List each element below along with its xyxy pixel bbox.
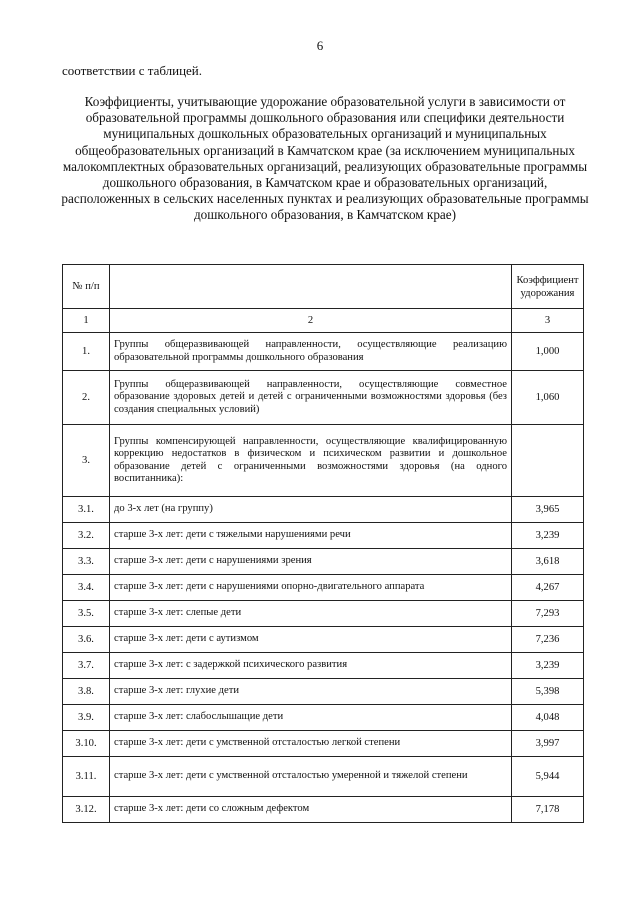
row-coefficient: 5,398 [512, 679, 584, 705]
row-description: старше 3-х лет: слабослышащие дети [110, 705, 512, 731]
row-number: 3. [63, 425, 110, 497]
page-number: 6 [316, 38, 324, 53]
table-row [63, 371, 584, 425]
row-coefficient: 1,000 [512, 333, 584, 371]
row-coefficient: 1,060 [512, 371, 584, 425]
row-coefficient: 5,944 [512, 757, 584, 797]
row-number: 3.5. [63, 601, 110, 627]
row-coefficient: 7,236 [512, 627, 584, 653]
row-number: 2. [63, 371, 110, 425]
row-coefficient: 3,618 [512, 549, 584, 575]
header-coef: Коэффициент удорожания [512, 265, 584, 309]
intro-text: соответствии с таблицей. [62, 63, 203, 78]
coefficient-table [62, 264, 584, 823]
row-coefficient: 4,267 [512, 575, 584, 601]
row-description: старше 3-х лет: глухие дети [110, 679, 512, 705]
table-row [63, 601, 584, 627]
table-row [63, 757, 584, 797]
table-row [63, 627, 584, 653]
table-row [63, 549, 584, 575]
table-row [63, 523, 584, 549]
row-number: 3.3. [63, 549, 110, 575]
row-description: Группы общеразвивающей направленности, осуществляющие совместное образование здоровых детей и детей с ограниченными возможностями здоровья (без создания специальных условий) [110, 371, 512, 425]
table-row [63, 731, 584, 757]
row-number: 3.2. [63, 523, 110, 549]
table-header-row [63, 265, 584, 309]
table-row [63, 497, 584, 523]
row-description: Группы компенсирующей направленности, осуществляющие квалифицированную коррекцию недостатков в физическом и психическом развитии и дошкольное образование детей с ограниченными возможностями здоровья (на одного воспитанника): [110, 425, 512, 497]
row-coefficient [512, 425, 584, 497]
header-desc [110, 265, 512, 309]
row-coefficient: 7,178 [512, 797, 584, 823]
column-number: 1 [63, 309, 110, 333]
table-row [63, 575, 584, 601]
table-row [63, 705, 584, 731]
table-heading: Коэффициенты, учитывающие удорожание образовательной услуги в зависимости от образовательной программы дошкольного образования или специфики деятельности муниципальных дошкольных образовательных организаций и муниципальных общеобразовательных организаций в Камчатском крае (за исключением муниципальных малокомплектных образовательных организаций, реализующих образовательные программы дошкольного образования, в Камчатском крае и образовательных организаций, расположенных в сельских населенных пунктах и реализующих образовательные программы дошкольного образования, в Камчатском крае) [61, 94, 589, 223]
row-number: 1. [63, 333, 110, 371]
row-coefficient: 7,293 [512, 601, 584, 627]
row-number: 3.7. [63, 653, 110, 679]
column-number: 2 [110, 309, 512, 333]
row-number: 3.12. [63, 797, 110, 823]
column-number: 3 [512, 309, 584, 333]
row-description: старше 3-х лет: дети с умственной отсталостью умеренной и тяжелой степени [110, 757, 512, 797]
row-number: 3.9. [63, 705, 110, 731]
row-coefficient: 4,048 [512, 705, 584, 731]
row-description: старше 3-х лет: дети с нарушениями опорно-двигательного аппарата [110, 575, 512, 601]
row-description: старше 3-х лет: слепые дети [110, 601, 512, 627]
row-description: старше 3-х лет: дети с умственной отсталостью легкой степени [110, 731, 512, 757]
table-row [63, 333, 584, 371]
row-number: 3.6. [63, 627, 110, 653]
table-row [63, 679, 584, 705]
row-description: старше 3-х лет: дети с тяжелыми нарушениями речи [110, 523, 512, 549]
row-coefficient: 3,239 [512, 653, 584, 679]
row-description: старше 3-х лет: дети с нарушениями зрения [110, 549, 512, 575]
row-description: старше 3-х лет: дети с аутизмом [110, 627, 512, 653]
row-number: 3.4. [63, 575, 110, 601]
table-row [63, 653, 584, 679]
row-number: 3.11. [63, 757, 110, 797]
row-coefficient: 3,965 [512, 497, 584, 523]
row-number: 3.1. [63, 497, 110, 523]
row-description: старше 3-х лет: дети со сложным дефектом [110, 797, 512, 823]
header-num: № п/п [63, 265, 110, 309]
table-row [63, 797, 584, 823]
row-number: 3.8. [63, 679, 110, 705]
row-number: 3.10. [63, 731, 110, 757]
row-description: старше 3-х лет: с задержкой психического развития [110, 653, 512, 679]
row-coefficient: 3,239 [512, 523, 584, 549]
row-description: до 3-х лет (на группу) [110, 497, 512, 523]
column-number-row [63, 309, 584, 333]
row-description: Группы общеразвивающей направленности, осуществляющие реализацию образовательной программы дошкольного образования [110, 333, 512, 371]
row-coefficient: 3,997 [512, 731, 584, 757]
table-row [63, 425, 584, 497]
